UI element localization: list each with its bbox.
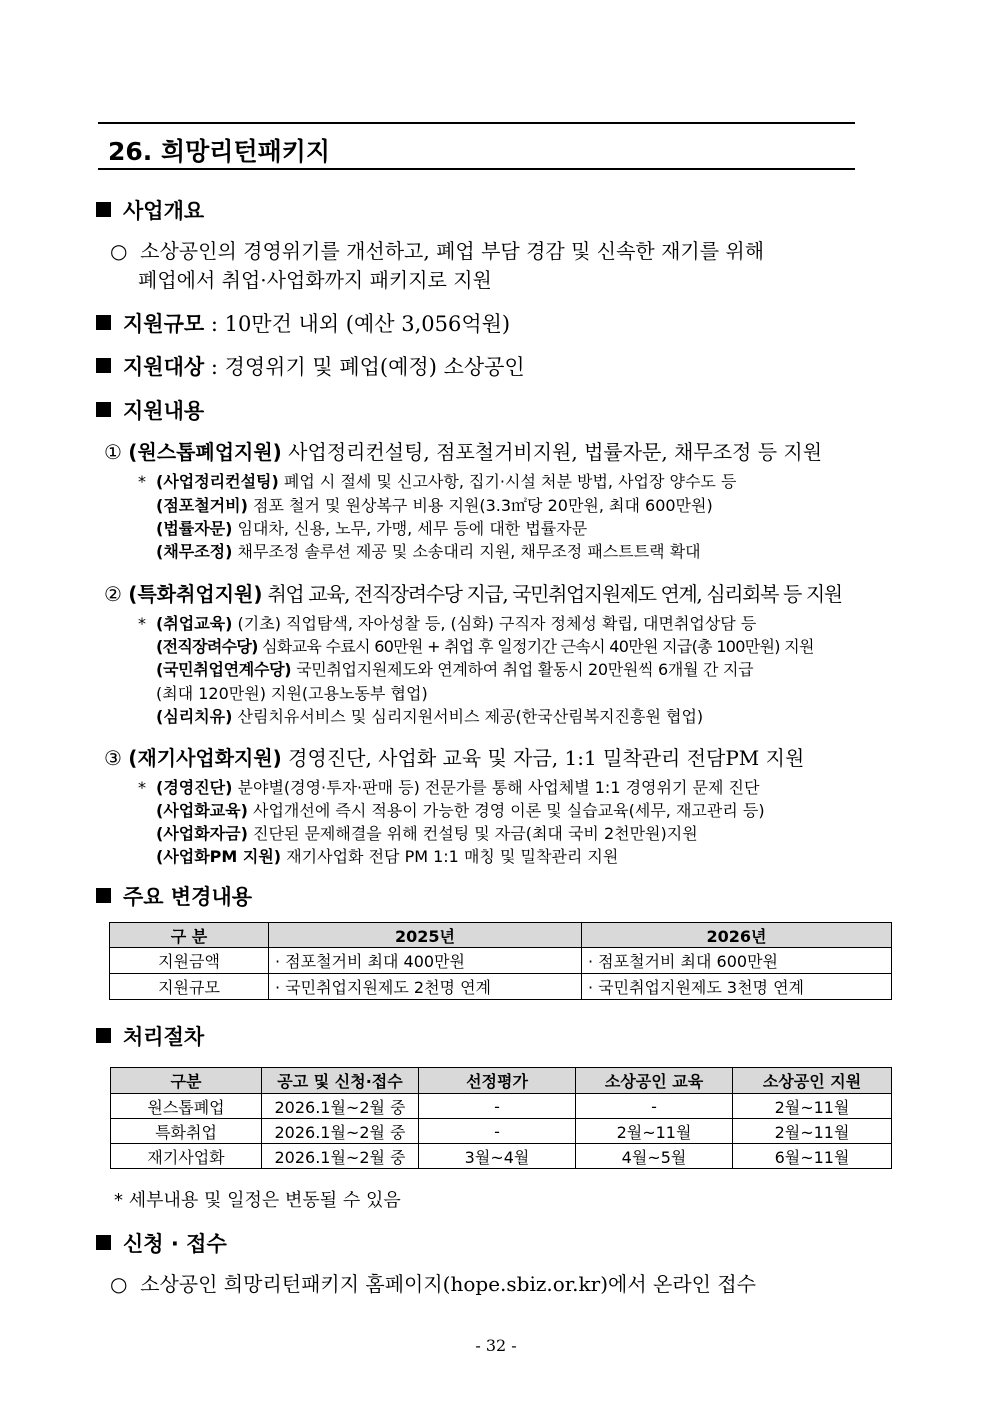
detail-label: (사업화PM 지원): [156, 847, 282, 866]
detail-label: (전직장려수당): [156, 637, 258, 656]
table-cell: · 점포철거비 최대 600만원: [582, 948, 892, 974]
square-bullet-icon: [96, 315, 111, 330]
table-row: [110, 948, 892, 974]
table-cell: · 국민취업지원제도 3천명 연계: [582, 974, 892, 1000]
detail-text: 사업개선에 즉시 적용이 가능한 경영 이론 및 실습교육(세무, 재고관리 등): [247, 801, 765, 820]
table-cell: 3월~4월: [419, 1144, 576, 1169]
square-bullet-icon: [96, 358, 111, 373]
section-apply: [96, 1228, 227, 1258]
table-row: [110, 974, 892, 1000]
support-item-3: [104, 742, 804, 771]
item-summary: 경영진단, 사업화 교육 및 자금, 1:1 밀착관리 전담PM 지원: [281, 746, 805, 770]
changes-table: [109, 922, 892, 1000]
detail-text: 점포 철거 및 원상복구 비용 지원(3.3㎡당 20만원, 최대 600만원): [247, 496, 713, 515]
support-item-1: [104, 436, 822, 465]
overview-text-1: 소상공인의 경영위기를 개선하고, 폐업 부담 경감 및 신속한 재기를 위해: [140, 239, 765, 263]
detail-line: [138, 799, 765, 822]
overview-line-1: [110, 235, 764, 264]
page-number: - 32 -: [475, 1336, 517, 1355]
detail-line: [138, 635, 814, 658]
detail-star: *: [138, 472, 146, 491]
table-header: 공고 및 신청·접수: [262, 1068, 419, 1094]
table-header: 소상공인 교육: [576, 1068, 733, 1094]
table-header: 2025년: [269, 923, 582, 948]
detail-line: [138, 776, 759, 799]
item-name: (특화취업지원): [128, 582, 263, 606]
detail-line: [138, 540, 701, 563]
page-title: 26. 희망리턴패키지: [108, 137, 331, 166]
procedure-table: [110, 1067, 892, 1169]
square-bullet-icon: [96, 1235, 111, 1250]
table-cell: 4월~5월: [576, 1144, 733, 1169]
detail-line: [138, 822, 698, 845]
overview-line-2: 폐업에서 취업·사업화까지 패키지로 지원: [138, 268, 492, 292]
section-heading: 처리절차: [123, 1025, 205, 1049]
detail-label: (점포철거비): [156, 496, 248, 515]
table-row: [111, 1094, 892, 1119]
square-bullet-icon: [96, 402, 111, 417]
section-scale: [96, 308, 510, 338]
detail-star: *: [138, 614, 146, 633]
section-changes: [96, 881, 252, 911]
table-cell: -: [419, 1119, 576, 1144]
detail-text: (최대 120만원) 지원(고용노동부 협업): [156, 684, 428, 703]
table-cell: 2월~11월: [733, 1119, 892, 1144]
table-cell: 지원규모: [110, 974, 269, 1000]
detail-label: (심리치유): [156, 707, 233, 726]
detail-text: (기초) 직업탐색, 자아성찰 등, (심화) 구직자 정체성 확립, 대면취업상담 등: [232, 614, 757, 633]
table-header: 선정평가: [419, 1068, 576, 1094]
scale-text: : 10만건 내외 (예산 3,056억원): [204, 312, 511, 336]
target-text: : 경영위기 및 폐업(예정) 소상공인: [204, 355, 525, 379]
detail-label: (사업정리컨설팅): [156, 472, 279, 491]
title-box: [98, 122, 855, 170]
table-cell: 2월~11월: [576, 1119, 733, 1144]
table-cell: -: [419, 1094, 576, 1119]
square-bullet-icon: [96, 888, 111, 903]
section-heading: 지원내용: [123, 399, 205, 423]
table-cell: · 점포철거비 최대 400만원: [269, 948, 582, 974]
detail-text: 심화교육 수료시 60만원 + 취업 후 일정기간 근속시 40만원 지급(총 100만원) 지원: [257, 637, 814, 656]
table-cell: 2026.1월~2월 중: [262, 1144, 419, 1169]
apply-line: [110, 1268, 756, 1297]
section-heading: 지원규모: [123, 312, 205, 336]
item-name: (원스톱폐업지원): [128, 440, 282, 464]
item-summary: 취업 교육, 전직장려수당 지급, 국민취업지원제도 연계, 심리회복 등 지원: [262, 582, 842, 606]
detail-text: 채무조정 솔루션 제공 및 소송대리 지원, 채무조정 패스트트랙 확대: [232, 542, 701, 561]
table-cell: -: [576, 1094, 733, 1119]
detail-label: (취업교육): [156, 614, 233, 633]
circle-bullet-icon: ○: [110, 1272, 128, 1296]
item-marker: ③: [104, 746, 122, 770]
table-header: 구 분: [110, 923, 269, 948]
section-heading: 신청 · 접수: [123, 1232, 227, 1256]
detail-label: (사업화자금): [156, 824, 248, 843]
table-cell: 6월~11월: [733, 1144, 892, 1169]
detail-text: 폐업 시 절세 및 신고사항, 집기·시설 처분 방법, 사업장 양수도 등: [278, 472, 737, 491]
section-heading: 지원대상: [123, 355, 205, 379]
table-cell: 원스톱폐업: [111, 1094, 262, 1119]
circle-bullet-icon: ○: [110, 239, 128, 263]
detail-text: 임대차, 신용, 노무, 가맹, 세무 등에 대한 법률자문: [232, 519, 588, 538]
table-header: 소상공인 지원: [733, 1068, 892, 1094]
detail-text: 분야별(경영·투자·판매 등) 전문가를 통해 사업체별 1:1 경영위기 문제 진단: [232, 778, 760, 797]
detail-line: [138, 517, 587, 540]
table-cell: 2월~11월: [733, 1094, 892, 1119]
support-item-2: [104, 578, 842, 607]
table-cell: · 국민취업지원제도 2천명 연계: [269, 974, 582, 1000]
square-bullet-icon: [96, 1028, 111, 1043]
detail-line: [138, 845, 618, 868]
item-name: (재기사업화지원): [128, 746, 282, 770]
detail-text: 진단된 문제해결을 위해 컨설팅 및 자금(최대 국비 2천만원)지원: [247, 824, 698, 843]
detail-text: 재기사업화 전담 PM 1:1 매칭 및 밀착관리 지원: [281, 847, 619, 866]
detail-line: [138, 682, 428, 705]
section-target: [96, 351, 525, 381]
table-cell: 재기사업화: [111, 1144, 262, 1169]
section-procedure: [96, 1021, 204, 1051]
table-row: [111, 1119, 892, 1144]
item-marker: ①: [104, 440, 122, 464]
detail-label: (사업화교육): [156, 801, 248, 820]
detail-label: (경영진단): [156, 778, 233, 797]
table-header: 구분: [111, 1068, 262, 1094]
detail-label: (법률자문): [156, 519, 233, 538]
table-cell: 2026.1월~2월 중: [262, 1119, 419, 1144]
table-cell: 지원금액: [110, 948, 269, 974]
section-overview: [96, 195, 204, 225]
detail-line: [138, 494, 713, 517]
table-cell: 2026.1월~2월 중: [262, 1094, 419, 1119]
detail-line: [138, 470, 736, 493]
detail-star: *: [138, 778, 146, 797]
detail-line: [138, 705, 703, 728]
table-header: 2026년: [582, 923, 892, 948]
table-cell: 특화취업: [111, 1119, 262, 1144]
apply-text: 소상공인 희망리턴패키지 홈페이지(hope.sbiz.or.kr)에서 온라인 접수: [140, 1272, 756, 1296]
table-row: [111, 1144, 892, 1169]
item-summary: 사업정리컨설팅, 점포철거비지원, 법률자문, 채무조정 등 지원: [281, 440, 823, 464]
item-marker: ②: [104, 582, 122, 606]
detail-text: 산림치유서비스 및 심리지원서비스 제공(한국산림복지진흥원 협업): [232, 707, 704, 726]
detail-label: (국민취업연계수당): [156, 660, 292, 679]
section-heading: 주요 변경내용: [123, 885, 253, 909]
detail-text: 국민취업지원제도와 연계하여 취업 활동시 20만원씩 6개월 간 지급: [291, 660, 754, 679]
detail-line: [138, 612, 756, 635]
square-bullet-icon: [96, 202, 111, 217]
section-heading: 사업개요: [123, 199, 205, 223]
detail-label: (채무조정): [156, 542, 233, 561]
detail-line: [138, 658, 753, 681]
procedure-note: * 세부내용 및 일정은 변동될 수 있음: [114, 1190, 401, 1211]
section-content: [96, 395, 204, 425]
